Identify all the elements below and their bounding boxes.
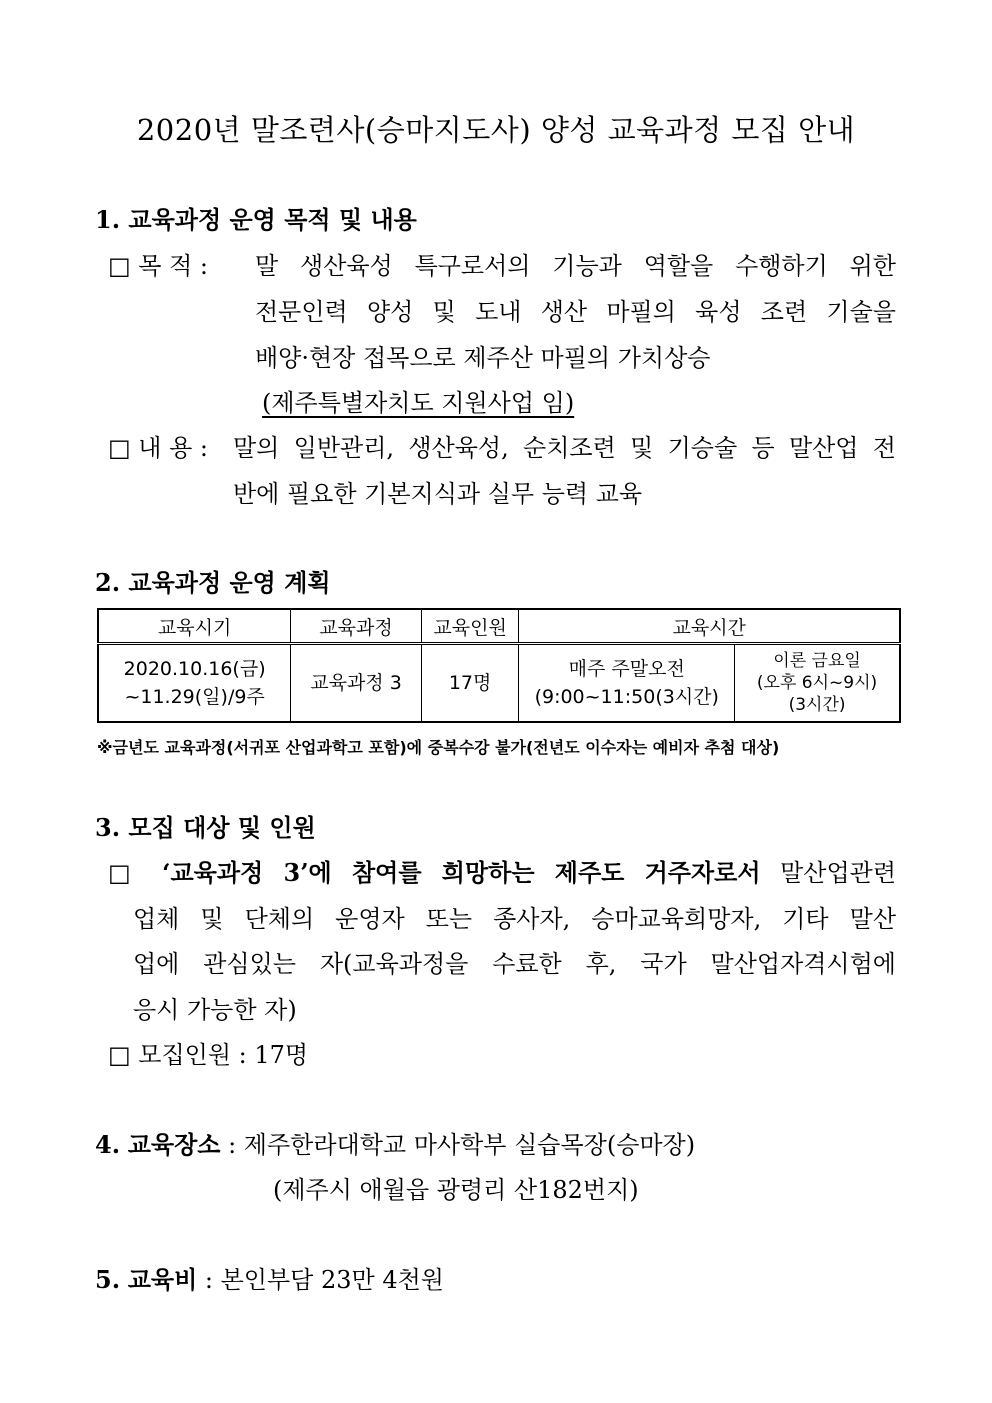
section-5-label: 교육비 xyxy=(127,1265,198,1294)
period-line-2: ~11.29(일)/9주 xyxy=(124,686,265,708)
recruit-count: □ 모집인원 : 17명 xyxy=(108,1041,309,1069)
target-line-4: 응시 가능한 자) xyxy=(133,996,297,1024)
time-theory-line-1: 이론 금요일 xyxy=(773,651,861,671)
time-theory-line-3: (3시간) xyxy=(788,695,846,715)
time-weekend-line-1: 매주 주말오전 xyxy=(568,658,685,680)
time-weekend-line-2: (9:00~11:50(3시간) xyxy=(534,686,719,708)
table-row xyxy=(98,644,900,723)
page-title: 2020년 말조련사(승마지도사) 양성 교육과정 모집 안내 xyxy=(136,113,856,147)
purpose-note: (제주특별자치도 지원사업 임) xyxy=(262,389,575,417)
section-4-line xyxy=(95,1125,695,1160)
period-line-1: 2020.10.16(금) xyxy=(123,658,266,680)
target-line-3: 업에 관심있는 자(교육과정을 수료한 후, 국가 말산업자격시험에 xyxy=(133,950,896,978)
section-3-heading: 3. 모집 대상 및 인원 xyxy=(95,813,316,842)
cell-course: 교육과정 3 xyxy=(291,644,422,723)
header-count: 교육인원 xyxy=(421,609,519,644)
target-box: □ xyxy=(108,859,143,887)
duplicate-note: ※금년도 교육과정(서귀포 산업과학고 포함)에 중복수강 불가(전년도 이수자는 예비자 추첨 대상) xyxy=(97,738,780,757)
content-line-1: 말의 일반관리, 생산육성, 순치조련 및 기승술 등 말산업 전 xyxy=(233,434,896,462)
plan-table xyxy=(97,608,901,723)
cell-time-theory xyxy=(735,644,900,723)
purpose-line-1: 말 생산육성 특구로서의 기능과 역할을 수행하기 위한 xyxy=(255,252,896,280)
target-bold: ‘교육과정 3’에 참여를 희망하는 제주도 거주자로서 xyxy=(162,858,761,887)
purpose-line-3: 배양·현장 접목으로 제주산 마필의 가치상승 xyxy=(255,344,711,372)
plan-table-header-row xyxy=(98,609,900,644)
content-line-2: 반에 필요한 기본지식과 실무 능력 교육 xyxy=(233,480,643,508)
section-5-value: : 본인부담 23만 4천원 xyxy=(204,1266,444,1294)
header-period: 교육시기 xyxy=(98,609,291,644)
section-4-num: 4. xyxy=(95,1130,121,1159)
target-line-2: 업체 및 단체의 운영자 또는 종사자, 승마교육희망자, 기타 말산 xyxy=(133,905,896,933)
purpose-label: □ 목 적 : xyxy=(108,252,209,280)
time-theory-line-2: (오후 6시~9시) xyxy=(756,673,878,693)
section-4-value: : 제주한라대학교 마사학부 실습목장(승마장) xyxy=(228,1131,696,1159)
header-time: 교육시간 xyxy=(519,609,900,644)
header-course: 교육과정 xyxy=(291,609,422,644)
content-label: □ 내 용 : xyxy=(108,434,209,462)
cell-count: 17명 xyxy=(421,644,519,723)
cell-period xyxy=(98,644,291,723)
purpose-line-2: 전문인력 양성 및 도내 생산 마필의 육성 조련 기술을 xyxy=(255,298,896,326)
target-line-1 xyxy=(108,853,896,888)
cell-time-weekend xyxy=(519,644,735,723)
section-4-label: 교육장소 xyxy=(127,1130,221,1159)
section-2-heading: 2. 교육과정 운영 계획 xyxy=(95,568,331,597)
section-4-address: (제주시 애월읍 광령리 산182번지) xyxy=(273,1176,639,1204)
section-5-num: 5. xyxy=(95,1265,121,1294)
section-1-heading: 1. 교육과정 운영 목적 및 내용 xyxy=(95,205,417,234)
target-rest: 말산업관련 xyxy=(780,859,896,887)
section-5-line xyxy=(95,1260,444,1295)
